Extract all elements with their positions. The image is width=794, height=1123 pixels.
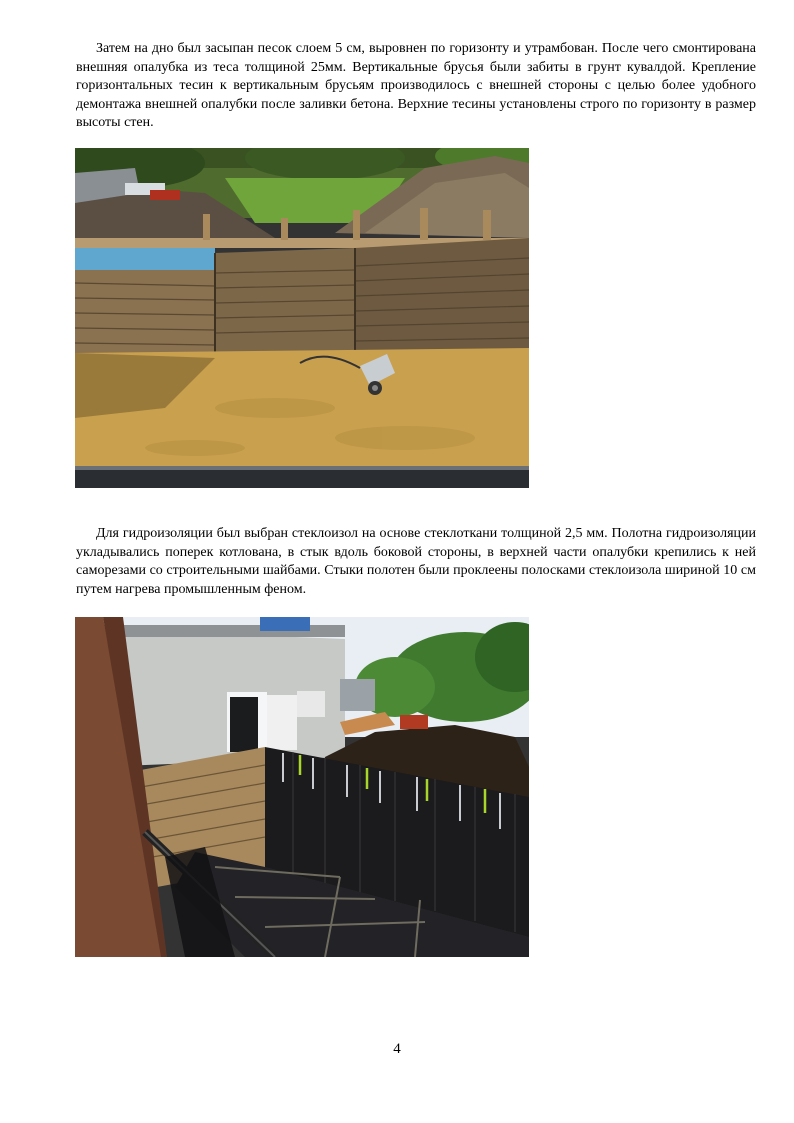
- page-number: 4: [393, 1041, 401, 1057]
- photo-sand-bed-formwork: [75, 148, 529, 488]
- photo-waterproofing-membrane: [75, 617, 529, 957]
- paragraph-sand-formwork: Затем на дно был засыпан песок слоем 5 см, выровнен по горизонту и утрамбован. После чего смонтирована внешняя опалубка из теса толщиной 25мм. Вертикальные брусья были забиты в грунт кувалдой. Крепление горизонтальных тесин к вертикальным брусьям производилось с внешней стороны с целью более удобного демонтажа внешней опалубки после заливки бетона. Верхние тесины установлены строго по горизонту в размер высоты стен.: [76, 41, 756, 131]
- paragraph-waterproofing: Для гидроизоляции был выбран стеклоизол на основе стеклоткани толщиной 2,5 мм. Полотна гидроизоляции укладывались поперек котлована, в стык вдоль боковой стороны, в верхней части опалубки крепились к ней саморезами со строительными шайбами. Стыки полотен были проклеены полосками стеклоизола шириной 10 см путем нагрева промышленным феном.: [76, 526, 756, 597]
